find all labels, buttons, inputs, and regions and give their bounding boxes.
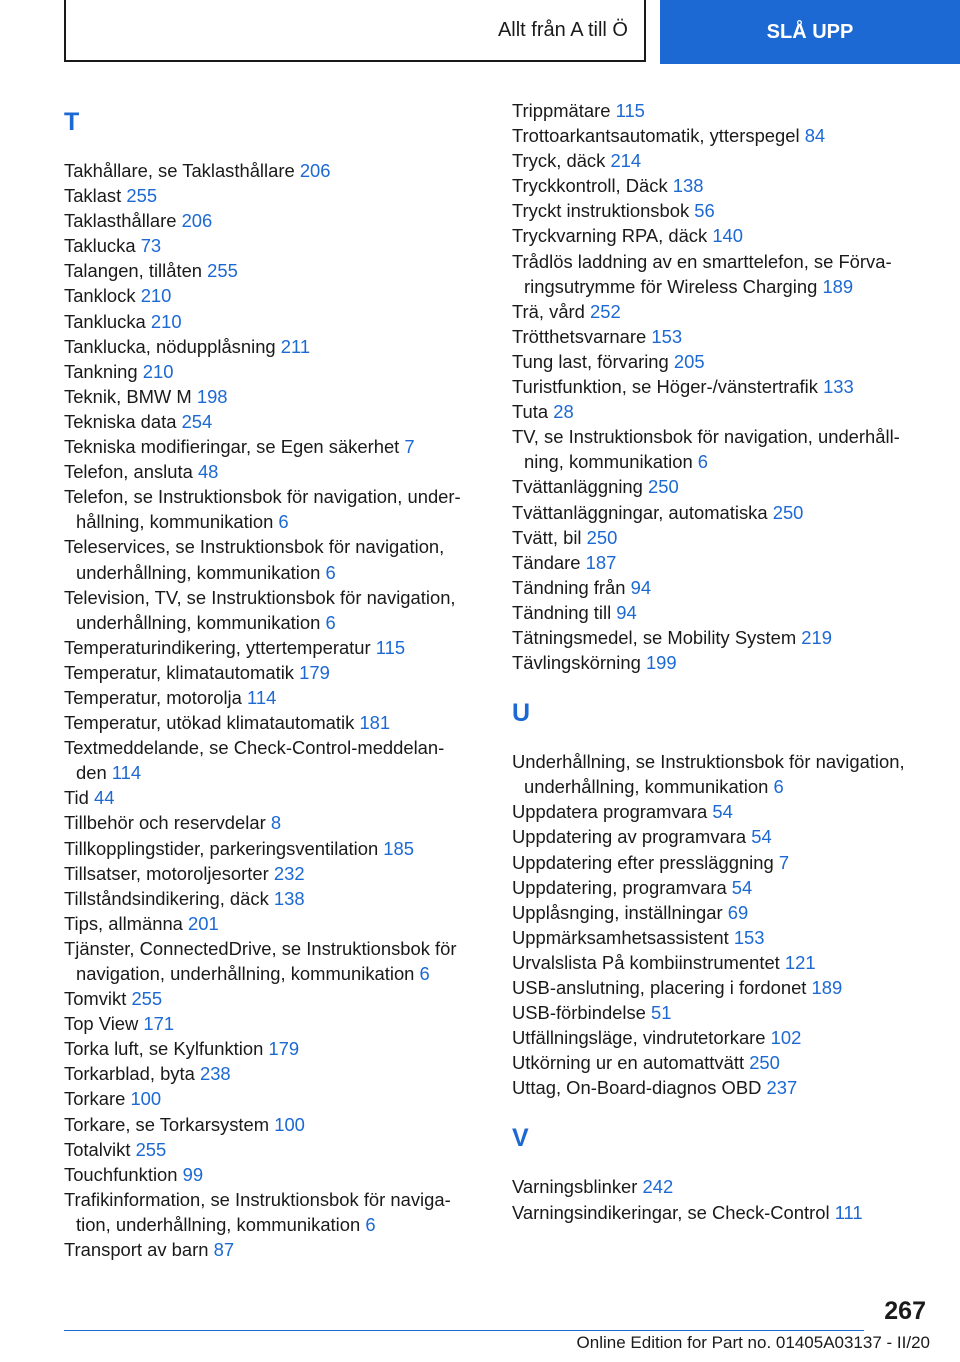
index-entry: [64, 1086, 484, 1111]
entry-term: Totalvikt: [64, 1138, 131, 1160]
entry-term: Tomvikt: [64, 988, 127, 1010]
index-entry: [64, 233, 484, 258]
page-link[interactable]: 255: [131, 988, 163, 1010]
page-link[interactable]: 133: [823, 376, 854, 398]
page-link[interactable]: 255: [207, 260, 238, 282]
page-link[interactable]: 250: [772, 501, 804, 523]
index-entry: [64, 1162, 484, 1187]
page-link[interactable]: 153: [651, 325, 683, 347]
index-entry: [64, 258, 484, 283]
page-link[interactable]: 205: [673, 350, 705, 372]
entry-term: Trådlös laddning av en smarttelefon, se Förva-: [512, 250, 892, 272]
entry-term: Tryck, däck: [512, 150, 606, 172]
index-entry: [64, 1237, 484, 1262]
entry-term: Taklasthållare: [64, 210, 177, 232]
page-link[interactable]: 114: [111, 762, 142, 784]
index-entry: [64, 660, 484, 685]
page-link[interactable]: 6: [773, 776, 784, 798]
entry-term: Tillkopplingstider, parkeringsventilation: [64, 837, 379, 859]
index-entry: [512, 249, 932, 299]
entry-term: Tvättanläggning: [512, 476, 643, 498]
page-link[interactable]: 206: [181, 210, 213, 232]
entry-term: Upplåsnging, inställningar: [512, 901, 723, 923]
entry-term: Textmeddelande, se Check-Control-meddelan-: [64, 737, 445, 759]
page-link[interactable]: 8: [270, 812, 282, 834]
page-number: 267: [884, 1297, 926, 1325]
page-link[interactable]: 7: [404, 436, 415, 458]
index-entry: [64, 1061, 484, 1086]
index-entry: [512, 223, 932, 248]
index-entry: [512, 1075, 932, 1100]
page-link[interactable]: 237: [766, 1077, 798, 1099]
entry-term: Urvalslista På kombiinstrumentet: [512, 951, 780, 973]
index-entry: [64, 986, 484, 1011]
section-letter-v: V: [512, 1124, 529, 1153]
page-link[interactable]: 140: [712, 225, 744, 247]
entry-term: Tid: [64, 787, 89, 809]
index-entry: [512, 625, 932, 650]
entry-term: Telefon, ansluta: [64, 461, 193, 483]
index-column-right: [512, 98, 932, 1225]
section-letter-u: U: [512, 699, 531, 728]
entry-list-t-continued: [512, 98, 932, 675]
index-entry: [64, 1011, 484, 1036]
entry-term-continued: navigation, underhållning, kommunikation: [76, 963, 415, 984]
entry-term: Temperatur, motorolja: [64, 686, 242, 708]
page-link[interactable]: 6: [365, 1213, 376, 1235]
page-link[interactable]: 181: [359, 712, 391, 734]
entry-term: Torkarblad, byta: [64, 1063, 195, 1085]
index-entry: [512, 98, 932, 123]
index-entry: [512, 324, 932, 349]
entry-term: USB-anslutning, placering i fordonet: [512, 977, 807, 998]
index-entry: [512, 173, 932, 198]
index-entry: [64, 534, 484, 584]
entry-term: Underhållning, se Instruktionsbok för navigation,: [512, 751, 905, 773]
footer-edition: Online Edition for Part no. 01405A03137 - II/20: [576, 1333, 930, 1352]
index-entry: [64, 1137, 484, 1162]
index-entry: [64, 459, 484, 484]
index-entry: [64, 861, 484, 886]
index-entry: [512, 500, 932, 525]
index-entry: [64, 585, 484, 635]
index-entry: [512, 399, 932, 424]
page-link[interactable]: 121: [784, 951, 816, 973]
page-link[interactable]: 250: [648, 476, 679, 498]
entry-term: Trä, vård: [512, 300, 585, 322]
page-link[interactable]: 179: [268, 1038, 300, 1060]
entry-term: Teknik, BMW M: [64, 385, 192, 407]
entry-term-continued: ringsutrymme för Wireless Charging: [524, 275, 818, 297]
page-link[interactable]: 6: [325, 561, 336, 583]
index-entry: [512, 925, 932, 950]
index-entry: [512, 198, 932, 223]
index-entry: [64, 936, 484, 986]
index-entry: [64, 434, 484, 459]
page-link[interactable]: 115: [615, 100, 645, 121]
page-link[interactable]: 6: [697, 451, 709, 473]
page-link[interactable]: 185: [383, 837, 414, 859]
index-entry: [64, 158, 484, 183]
index-entry: [512, 1000, 932, 1025]
page-link[interactable]: 102: [770, 1027, 802, 1049]
entry-term-continued: underhållning, kommunikation: [76, 611, 321, 633]
page-link[interactable]: 255: [135, 1138, 167, 1160]
page-link[interactable]: 73: [140, 235, 162, 257]
index-entry: [512, 650, 932, 675]
index-entry: [512, 148, 932, 173]
page-link[interactable]: 199: [645, 652, 677, 674]
page-link[interactable]: 179: [299, 661, 330, 683]
page-link[interactable]: 94: [616, 601, 637, 623]
tab-lookup[interactable]: SLÅ UPP: [660, 0, 960, 64]
index-entry: [64, 836, 484, 861]
page-link[interactable]: 189: [822, 275, 854, 297]
index-entry: [512, 123, 932, 148]
entry-term: Torkare, se Torkarsystem: [64, 1113, 270, 1135]
tab-a-to-z[interactable]: Allt från A till Ö: [64, 0, 646, 62]
page-link[interactable]: 214: [610, 150, 642, 172]
page-link[interactable]: 100: [130, 1088, 162, 1110]
index-entry: [512, 1174, 932, 1199]
entry-term: Transport av barn: [64, 1239, 209, 1261]
entry-term: Top View: [64, 1013, 139, 1035]
page-link[interactable]: 138: [672, 175, 704, 197]
entry-term-continued: underhållning, kommunikation: [524, 776, 769, 798]
entry-term-continued: tion, underhållning, kommunikation: [76, 1213, 361, 1235]
entry-term: Temperatur, klimatautomatik: [64, 661, 294, 683]
index-entry: [64, 911, 484, 936]
entry-term: Uppdatering efter pressläggning: [512, 851, 774, 873]
page-link[interactable]: 99: [182, 1163, 204, 1185]
index-entry: [64, 208, 484, 233]
page-link[interactable]: 242: [642, 1176, 674, 1198]
entry-term: Uttag, On-Board-diagnos OBD: [512, 1077, 762, 1099]
page-link[interactable]: 28: [553, 401, 574, 423]
page-link[interactable]: 48: [197, 461, 219, 483]
entry-term: Uppmärksamhetsassistent: [512, 926, 729, 948]
page-link[interactable]: 201: [188, 912, 219, 934]
page-link[interactable]: 238: [199, 1063, 231, 1085]
page-link[interactable]: 219: [801, 626, 832, 648]
entry-term: Trippmätare: [512, 100, 611, 121]
entry-term: Tung last, förvaring: [512, 350, 669, 372]
entry-term: Temperatur, utökad klimatautomatik: [64, 712, 355, 734]
index-entry: [64, 1112, 484, 1137]
page-link[interactable]: 210: [142, 360, 174, 382]
entry-list-u: [512, 749, 932, 1100]
page-link[interactable]: 87: [213, 1239, 235, 1261]
entry-term: Tillbehör och reservdelar: [64, 812, 266, 834]
page-link[interactable]: 189: [811, 977, 843, 998]
entry-term: Tuta: [512, 401, 549, 423]
index-entry: [512, 875, 932, 900]
index-entry: [64, 886, 484, 911]
footer-divider: [64, 1330, 864, 1331]
index-entry: [512, 749, 932, 799]
entry-term: Tips, allmänna: [64, 912, 183, 934]
page-link[interactable]: 210: [150, 310, 182, 332]
page-link[interactable]: 69: [727, 901, 749, 923]
entry-term: Talangen, tillåten: [64, 260, 203, 282]
page-link[interactable]: 54: [751, 826, 772, 848]
entry-term: USB-förbindelse: [512, 1002, 646, 1024]
page-link[interactable]: 255: [126, 185, 158, 207]
entry-term: Tändning från: [512, 576, 626, 598]
page-link[interactable]: 252: [590, 300, 621, 322]
index-entry: [512, 349, 932, 374]
page-link[interactable]: 250: [749, 1052, 780, 1074]
entry-term: Uppdatering, programvara: [512, 876, 727, 898]
page-link[interactable]: 153: [733, 926, 765, 948]
index-entry: [512, 474, 932, 499]
entry-term: TV, se Instruktionsbok för navigation, underhåll-: [512, 426, 900, 448]
page-link[interactable]: 84: [804, 125, 826, 147]
page-link[interactable]: 254: [181, 410, 213, 432]
entry-term: Tryckt instruktionsbok: [512, 200, 690, 222]
index-entry: [512, 850, 932, 875]
index-entry: [512, 550, 932, 575]
entry-term: Varningsindikeringar, se Check-Control: [512, 1201, 830, 1223]
page-link[interactable]: 198: [196, 385, 228, 407]
page-link[interactable]: 54: [731, 876, 753, 898]
entry-term: Tekniska modifieringar, se Egen säkerhet: [64, 436, 400, 458]
top-navigation: [64, 0, 960, 64]
page-link[interactable]: 7: [778, 851, 790, 873]
page-link[interactable]: 206: [299, 160, 331, 181]
entry-term-continued: ning, kommunikation: [524, 451, 693, 473]
entry-term: Uppdatering av programvara: [512, 826, 747, 848]
index-entry: [64, 710, 484, 735]
entry-term: Tryckvarning RPA, däck: [512, 225, 708, 247]
entry-term: Tändare: [512, 551, 581, 573]
page-link[interactable]: 6: [278, 511, 289, 533]
index-entry: [64, 810, 484, 835]
index-entry: [64, 635, 484, 660]
entry-term: Turistfunktion, se Höger-/vänstertrafik: [512, 376, 818, 398]
page-link[interactable]: 6: [325, 611, 336, 633]
index-entry: [512, 950, 932, 975]
index-entry: [64, 785, 484, 810]
entry-term: Tillståndsindikering, däck: [64, 887, 269, 909]
entry-term: Torkare: [64, 1088, 126, 1110]
index-entry: [64, 183, 484, 208]
index-column-left: [64, 98, 484, 1262]
entry-term: Tätningsmedel, se Mobility System: [512, 626, 797, 648]
page-link[interactable]: 56: [694, 200, 715, 222]
entry-term: Takhållare, se Taklasthållare: [64, 160, 295, 181]
page-link[interactable]: 250: [586, 526, 618, 548]
index-entry: [64, 735, 484, 785]
section-letter-t: T: [64, 108, 80, 136]
page-link[interactable]: 111: [834, 1201, 863, 1223]
page-link[interactable]: 171: [143, 1013, 175, 1035]
index-entry: [64, 409, 484, 434]
entry-term-continued: hållning, kommunikation: [76, 511, 274, 533]
index-entry: [64, 359, 484, 384]
page-link[interactable]: 54: [712, 801, 733, 823]
index-entry: [512, 525, 932, 550]
index-entry: [64, 283, 484, 308]
entry-term: Trötthetsvarnare: [512, 325, 647, 347]
index-entry: [512, 299, 932, 324]
entry-term: Tryckkontroll, Däck: [512, 175, 668, 197]
entry-term: Tjänster, ConnectedDrive, se Instruktionsbok för: [64, 937, 457, 959]
entry-term: Telefon, se Instruktionsbok för navigation, under-: [64, 486, 461, 508]
index-entry: [64, 309, 484, 334]
page-link[interactable]: 94: [630, 576, 652, 598]
entry-list-v: [512, 1174, 932, 1224]
page-link[interactable]: 114: [246, 686, 277, 708]
entry-term: Utfällningsläge, vindrutetorkare: [512, 1027, 766, 1049]
entry-term-continued: underhållning, kommunikation: [76, 561, 321, 583]
entry-term: Temperaturindikering, yttertemperatur: [64, 636, 371, 658]
index-entry: [512, 575, 932, 600]
page-link[interactable]: 211: [280, 335, 311, 357]
index-entry: [512, 1025, 932, 1050]
index-entry: [512, 975, 932, 1000]
index-entry: [64, 685, 484, 710]
entry-term: Uppdatera programvara: [512, 801, 708, 823]
page-link[interactable]: 51: [651, 1002, 672, 1024]
index-entry: [512, 424, 932, 474]
index-entry: [512, 374, 932, 399]
index-entry: [512, 1200, 932, 1225]
entry-term: Utkörning ur en automattvätt: [512, 1052, 745, 1074]
entry-term: Taklast: [64, 185, 122, 207]
entry-term: Television, TV, se Instruktionsbok för navigation,: [64, 586, 456, 608]
entry-term: Teleservices, se Instruktionsbok för navigation,: [64, 536, 445, 558]
index-entry: [64, 384, 484, 409]
index-entry: [512, 600, 932, 625]
entry-term: Trafikinformation, se Instruktionsbok för naviga-: [64, 1188, 451, 1210]
index-entry: [512, 1050, 932, 1075]
entry-term: Tändning till: [512, 601, 612, 623]
page-link[interactable]: 100: [274, 1113, 305, 1135]
entry-term: Tankning: [64, 360, 138, 382]
index-entry: [64, 484, 484, 534]
page-link[interactable]: 138: [273, 887, 305, 909]
page-link[interactable]: 187: [585, 551, 617, 573]
index-entry: [512, 900, 932, 925]
entry-term: Tekniska data: [64, 410, 177, 432]
entry-term: Varningsblinker: [512, 1176, 638, 1198]
entry-term: Tanklock: [64, 285, 136, 307]
entry-term-continued: den: [76, 762, 107, 784]
entry-term: Tillsatser, motoroljesorter: [64, 862, 269, 884]
index-entry: [512, 799, 932, 824]
entry-term: Tävlingskörning: [512, 652, 641, 674]
page-link[interactable]: 232: [273, 862, 305, 884]
entry-term: Torka luft, se Kylfunktion: [64, 1038, 264, 1060]
index-entry: [64, 1187, 484, 1237]
entry-term: Tanklucka, nödupplåsning: [64, 335, 276, 357]
page-link[interactable]: 6: [419, 963, 430, 984]
page-link[interactable]: 210: [140, 285, 172, 307]
entry-term: Taklucka: [64, 235, 136, 257]
entry-term: Touchfunktion: [64, 1163, 178, 1185]
entry-term: Tvätt, bil: [512, 526, 582, 548]
page-link[interactable]: 115: [375, 636, 406, 658]
entry-term: Tanklucka: [64, 310, 146, 332]
index-entry: [512, 824, 932, 849]
index-entry: [64, 1036, 484, 1061]
index-entry: [64, 334, 484, 359]
entry-list-t: [64, 158, 484, 1262]
entry-term: Tvättanläggningar, automatiska: [512, 501, 768, 523]
entry-term: Trottoarkantsautomatik, ytterspegel: [512, 125, 800, 147]
page-link[interactable]: 44: [94, 787, 115, 809]
